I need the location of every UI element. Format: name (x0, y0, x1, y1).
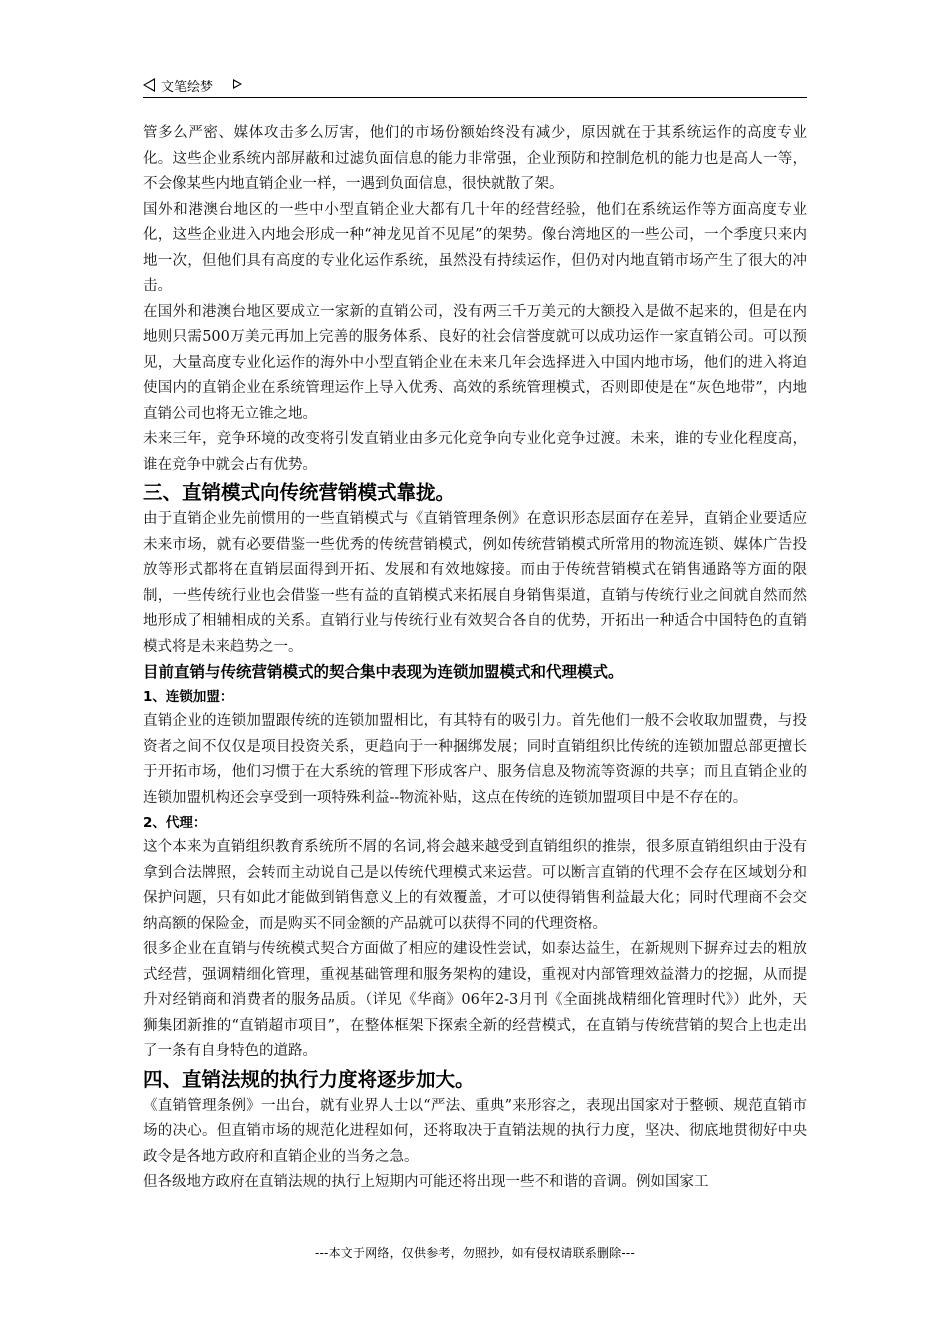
page-header (143, 75, 807, 98)
paragraph: 未来三年，竞争环境的改变将引发直销业由多元化竞争向专业化竞争过渡。未来，谁的专业化程度高，谁在竞争中就会占有优势。 (143, 431, 807, 473)
triangle-right-icon (233, 79, 242, 89)
triangle-left-icon (143, 78, 155, 92)
header-title: 文笔绘梦 (161, 80, 214, 95)
paragraph: 直销企业的连锁加盟跟传统的连锁加盟相比，有其特有的吸引力。首先他们一般不会收取加盟费，与投资者之间不仅仅是项目投资关系，更趋向于一种捆绑发展；同时直销组织比传统的连锁加盟总部更擅长于开拓市场，他们习惯于在大系统的管理下形成客户、服务信息及物流等资源的共享；而且直销企业的连锁加盟机构还会享受到一项特殊利益--物流补贴，这点在传统的连锁加盟项目中是不存在的。 (143, 713, 807, 806)
bold-summary-line: 目前直销与传统营销模式的契合集中表现为连锁加盟模式和代理模式。 (143, 663, 624, 681)
section-heading-4: 四、直销法规的执行力度将逐步加大。 (143, 1067, 475, 1091)
paragraph: 管多么严密、媒体攻击多么厉害，他们的市场份额始终没有减少，原因就在于其系统运作的高度专业化。这些企业系统内部屏蔽和过滤负面信息的能力非常强，企业预防和控制危机的能力也是高人一等，不会像某些内地直销企业一样，一遇到负面信息，很快就散了架。 (143, 125, 807, 192)
section-heading-3: 三、直销模式向传统营销模式靠拢。 (143, 481, 456, 504)
subheading-agency: 2、代理： (143, 815, 207, 831)
paragraph: 由于直销企业先前惯用的一些直销模式与《直销管理条例》在意识形态层面存在差异，直销企业要适应未来市场，就有必要借鉴一些优秀的传统营销模式，例如传统营销模式所常用的物流连锁、媒体广告投放等形式都将在直销层面得到开拓、发展和有效地嫁接。而由于传统营销模式在销售通路等方面的限制，一些传统行业也会借鉴一些有益的直销模式来拓展自身销售渠道，直销与传统行业之间就自然而然地形成了相辅相成的关系。直销行业与传统行业有效契合各自的优势，开拓出一种适合中国特色的直销模式将是未来趋势之一。 (143, 511, 807, 655)
page-footer-disclaimer: ---本文于网络，仅供参考，勿照抄，如有侵权请联系删除--- (315, 1246, 635, 1260)
paragraph: 《直销管理条例》一出台，就有业界人士以“严法、重典”来形容之，表现出国家对于整顿、规范直销市场的决心。但直销市场的规范化进程如何，还将取决于直销法规的执行力度，坚决、彻底地贯彻好中央政令是各地方政府和直销企业的当务之急。 (143, 1097, 807, 1165)
subheading-chain-franchise: 1、连锁加盟： (143, 689, 234, 705)
paragraph: 但各级地方政府在直销法规的执行上短期内可能还将出现一些不和谐的音调。例如国家工 (143, 1174, 709, 1190)
paragraph: 很多企业在直销与传统模式契合方面做了相应的建设性尝试，如泰达益生，在新规则下摒弃过去的粗放式经营，强调精细化管理，重视基础管理和服务架构的建设，重视对内部管理效益潜力的挖掘，从而提升对经销商和消费者的服务品质。（详见《华商》06年2-3月刊《全面挑战精细化管理时代》）此外，天狮集团新推的“直销超市项目”，在整体框架下探索全新的经营模式，在直销与传统营销的契合上也走出了一条有自身特色的道路。 (143, 941, 807, 1059)
paragraph: 在国外和港澳台地区要成立一家新的直销公司，没有两三千万美元的大额投入是做不起来的，但是在内地则只需500万美元再加上完善的服务体系、良好的社会信誉度就可以成功运作一家直销公司。可以预见，大量高度专业化运作的海外中小型直销企业在未来几年会选择进入中国内地市场，他们的进入将迫使国内的直销企业在系统管理运作上导入优秀、高效的系统管理模式，否则即使是在“灰色地带”，内地直销公司也将无立锥之地。 (143, 303, 807, 422)
paragraph: 国外和港澳台地区的一些中小型直销企业大都有几十年的经营经验，他们在系统运作等方面高度专业化，这些企业进入内地会形成一种“神龙见首不见尾”的架势。像台湾地区的一些公司，一个季度只来内地一次，但他们具有高度的专业化运作系统，虽然没有持续运作，但仍对内地直销市场产生了很大的冲击。 (143, 201, 807, 294)
paragraph: 这个本来为直销组织教育系统所不屑的名词,将会越来越受到直销组织的推崇，很多原直销组织由于没有拿到合法牌照，会转而主动说自己是以传统代理模式来运营。可以断言直销的代理不会存在区域划分和保护问题，只有如此才能做到销售意义上的有效覆盖，才可以使得销售利益最大化；同时代理商不会交纳高额的保险金，而是购买不同金额的产品就可以获得不同的代理资格。 (143, 839, 807, 932)
document-body (143, 121, 807, 1196)
